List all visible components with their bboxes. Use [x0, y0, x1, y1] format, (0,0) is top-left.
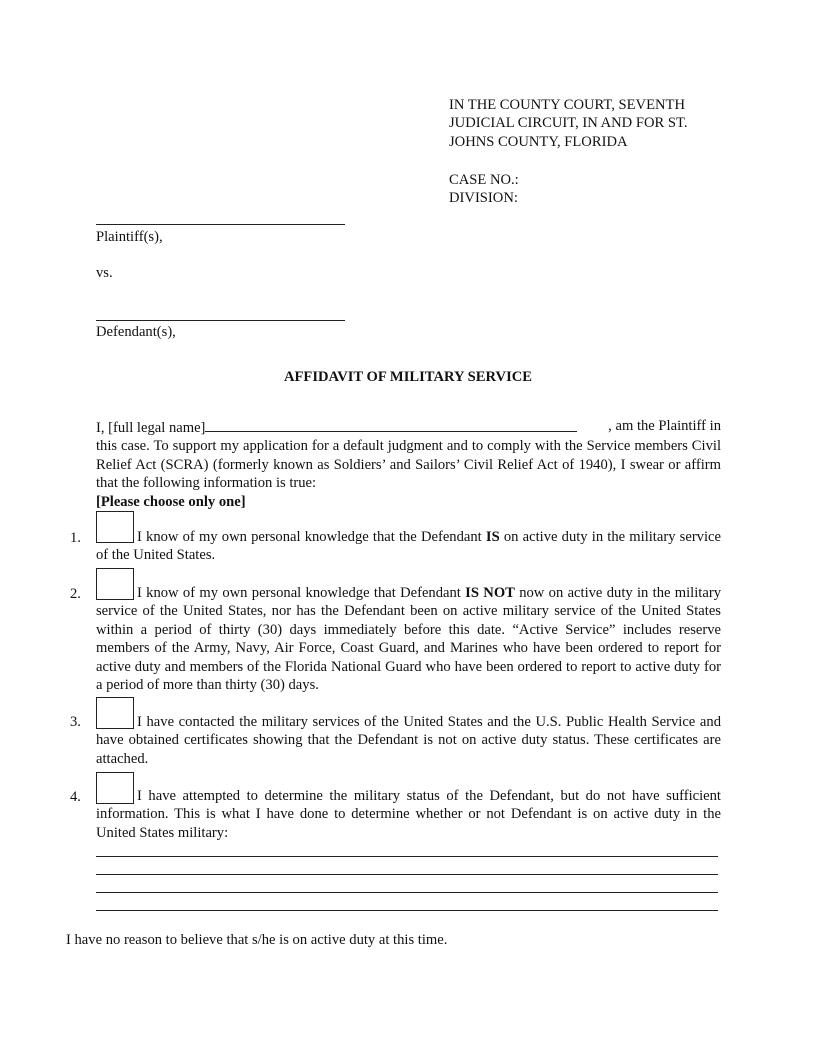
- court-line-3: JOHNS COUNTY, FLORIDA: [449, 133, 628, 150]
- option-4-number: 4.: [70, 789, 81, 805]
- option-4-text: [96, 787, 721, 842]
- full-legal-name-field[interactable]: [205, 417, 577, 432]
- option-3-text: [96, 713, 721, 768]
- option-1-post: on active duty in the military service of the United States.: [96, 529, 721, 564]
- court-line-2: JUDICIAL CIRCUIT, IN AND FOR ST.: [449, 115, 688, 132]
- plaintiff-signature-line[interactable]: [96, 224, 345, 225]
- option-3-number: 3.: [70, 714, 81, 730]
- plaintiff-label: Plaintiff(s),: [96, 229, 163, 245]
- case-no-label: CASE NO.:: [449, 172, 519, 188]
- explanation-line-1[interactable]: [96, 856, 718, 857]
- closing-statement: I have no reason to believe that s/he is on active duty at this time.: [66, 932, 448, 948]
- explanation-line-2[interactable]: [96, 874, 718, 875]
- case-info: [449, 171, 519, 208]
- intro-paragraph: [96, 417, 721, 511]
- explanation-line-4[interactable]: [96, 910, 718, 911]
- intro-prefix: I, [full legal name]: [96, 420, 206, 436]
- court-line-1: IN THE COUNTY COURT, SEVENTH: [449, 97, 685, 113]
- option-1-bold: IS: [485, 529, 500, 545]
- vs-label: vs.: [96, 265, 113, 281]
- option-2-number: 2.: [70, 586, 81, 602]
- option-2-post: now on active duty in the military service of the United States, nor has the Defendant been on active military service of the United States within a period of thirty (30) days immediately before this date. “Active Service” includes reserve members of the Army, Navy, Air Force, Coast Guard, and Marines who have been ordered to report for active duty and members of the Florida National Guard who have been ordered to report to active duty for a period of more than thirty (30) days.: [96, 585, 721, 694]
- option-2-bold: IS NOT: [465, 585, 515, 601]
- defendant-label: Defendant(s),: [96, 324, 176, 340]
- intro-body: this case. To support my application for a default judgment and to comply with the Service members Civil Relief Act (SCRA) (formerly known as Soldiers’ and Sailors’ Civil Relief Act of 1940), I swear or affirm that the following information is true:: [96, 438, 721, 492]
- intro-suffix: , am the Plaintiff in: [608, 418, 721, 434]
- choose-one-instruction: [Please choose only one]: [96, 493, 246, 510]
- option-4-pre: I have attempted to determine the military status of the Defendant, but do not have sufficient information. This is what I have done to determine whether or not Defendant is on active duty in the United States military:: [96, 788, 721, 841]
- option-2-pre: I know of my own personal knowledge that Defendant: [137, 585, 466, 601]
- option-3-pre: I have contacted the military services of the United States and the U.S. Public Health Service and have obtained certificates showing that the Defendant is not on active duty status. These certificates are attached.: [96, 714, 721, 767]
- defendant-signature-line[interactable]: [96, 320, 345, 321]
- explanation-line-3[interactable]: [96, 892, 718, 893]
- option-2-text: [96, 584, 721, 694]
- option-1-text: [96, 528, 721, 565]
- document-title: AFFIDAVIT OF MILITARY SERVICE: [283, 369, 533, 385]
- option-1-number: 1.: [70, 530, 81, 546]
- option-1-pre: I know of my own personal knowledge that the Defendant: [137, 529, 486, 545]
- division-label: DIVISION:: [449, 190, 518, 207]
- court-heading: [449, 96, 749, 151]
